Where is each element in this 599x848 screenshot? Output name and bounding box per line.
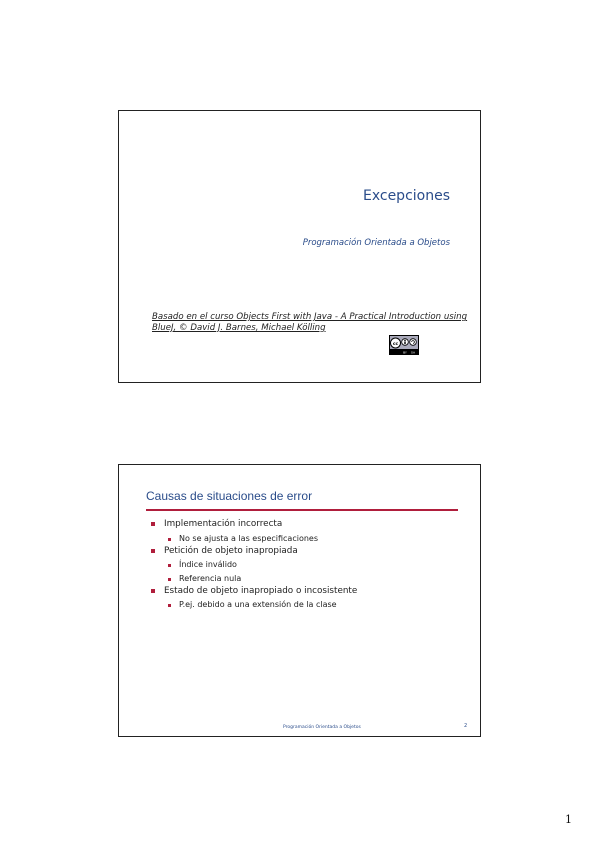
bullet-list <box>151 518 461 612</box>
sub-bullet-text: Índice inválido <box>179 560 237 570</box>
slide-title: Causas de situaciones de error <box>146 489 313 503</box>
sub-bullet-square-icon <box>168 604 171 607</box>
bullet-item <box>151 518 461 532</box>
page-number: 1 <box>565 813 572 826</box>
sub-bullet-square-icon <box>168 564 171 567</box>
sub-bullet-item <box>151 598 461 611</box>
slide-2 <box>118 464 481 737</box>
slide-number: 2 <box>464 723 468 729</box>
svg-text:BY: BY <box>403 350 407 355</box>
bullet-text: Implementación incorrecta <box>164 519 283 529</box>
bullet-square-icon <box>151 589 155 593</box>
sub-bullet-square-icon <box>168 578 171 581</box>
slide-footer: Programación Orientada a Objetos <box>283 725 361 730</box>
svg-text:cc: cc <box>392 342 399 347</box>
sub-bullet-item <box>151 532 461 545</box>
bullet-square-icon <box>151 549 155 553</box>
bullet-item <box>151 545 461 559</box>
bullet-square-icon <box>151 522 155 526</box>
slide-1 <box>118 110 481 383</box>
cc-by-sa-icon <box>389 335 419 355</box>
title-underline <box>146 509 458 511</box>
sub-bullet-text: No se ajusta a las especificaciones <box>179 533 319 543</box>
slide-title: Excepciones <box>362 188 450 204</box>
bullet-item <box>151 585 461 599</box>
slide-subtitle: Programación Orientada a Objetos <box>302 238 450 248</box>
sub-bullet-text: Referencia nula <box>179 573 242 583</box>
sub-bullet-square-icon <box>168 538 171 541</box>
sub-bullet-item <box>151 572 461 585</box>
sub-bullet-item <box>151 558 461 571</box>
sub-bullet-text: P.ej. debido a una extensión de la clase <box>179 600 337 610</box>
svg-text:SA: SA <box>410 350 416 355</box>
bullet-text: Estado de objeto inapropiado o incosistente <box>164 585 358 596</box>
bullet-text: Petición de objeto inapropiada <box>164 545 298 556</box>
credit-text: Basado en el curso Objects First with Java - A Practical Introduction using BlueJ, © David J. Barnes, Michael Kölling <box>152 312 468 333</box>
